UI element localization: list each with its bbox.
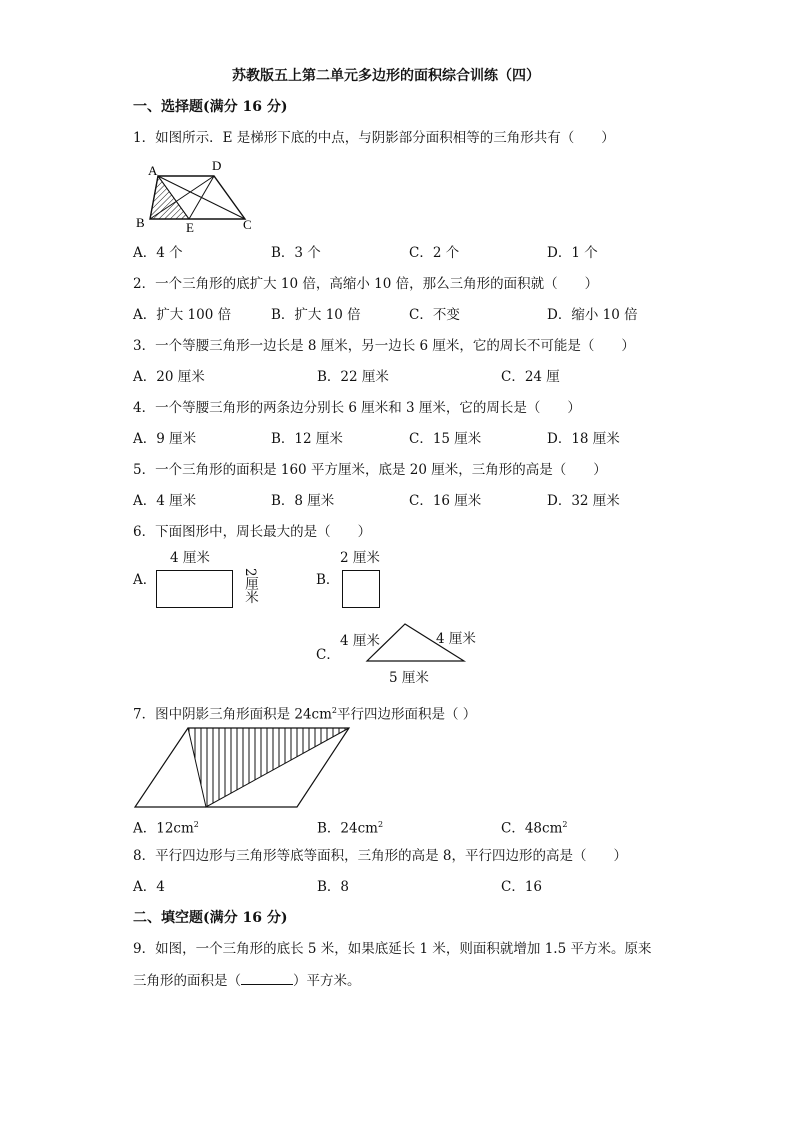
question-5-text: 5．一个三角形的面积是 160 平方厘米，底是 20 厘米，三角形的高是（ ） [133, 462, 607, 478]
question-3-text: 3．一个等腰三角形一边长是 8 厘米，另一边长 6 厘米，它的周长不可能是（ ） [133, 338, 635, 354]
shaded-triangle [188, 728, 349, 807]
q5-option-d[interactable]: D．32 厘米 [547, 493, 620, 509]
q8-option-c[interactable]: C．16 [501, 879, 543, 895]
question-6-text: 6．下面图形中，周长最大的是（ ） [133, 524, 372, 540]
q6-option-c-letter[interactable]: C． [316, 647, 340, 663]
q7-option-c[interactable]: C．$48cm^2$ [501, 820, 568, 837]
page-title: 苏教版五上第二单元多边形的面积综合训练（四） [232, 68, 540, 84]
q2-option-a[interactable]: A．扩大 100 倍 [133, 307, 232, 323]
q6-triangle-left-label: 4 厘米 [340, 633, 380, 649]
q2-option-d[interactable]: D．缩小 10 倍 [547, 307, 638, 323]
q6-square [342, 570, 380, 608]
q8-option-b[interactable]: B．8 [317, 879, 350, 895]
trapezoid-figure [132, 155, 262, 237]
q5-option-c[interactable]: C．16 厘米 [409, 493, 482, 509]
q6-square-top-label: 2 厘米 [340, 550, 380, 566]
question-8-text: 8．平行四边形与三角形等底等面积，三角形的高是 8，平行四边形的高是（ ） [133, 848, 627, 864]
q1-option-d[interactable]: D．1 个 [547, 245, 598, 261]
answer-blank[interactable] [241, 971, 293, 985]
q4-option-b[interactable]: B．12 厘米 [271, 431, 343, 447]
q6-option-b-letter[interactable]: B． [316, 572, 340, 588]
q7-option-a[interactable]: A．$12cm^2$ [133, 820, 199, 837]
q6-triangle-right-label: 4 厘米 [436, 631, 476, 647]
q6-rect-side-label: 2厘米 [242, 568, 258, 604]
q2-option-b[interactable]: B．扩大 10 倍 [271, 307, 361, 323]
section-heading: 一、选择题(满分 16 分) [133, 99, 288, 115]
q1-option-c[interactable]: C．2 个 [409, 245, 460, 261]
q5-option-b[interactable]: B．8 厘米 [271, 493, 335, 509]
question-9-line1: 9．如图，一个三角形的底长 5 米，如果底延长 1 米，则面积就增加 1.5 平方米。原来 [133, 941, 652, 957]
question-4-text: 4．一个等腰三角形的两条边分别长 6 厘米和 3 厘米，它的周长是（ ） [133, 400, 581, 416]
q1-option-b[interactable]: B．3 个 [271, 245, 321, 261]
q6-rect-top-label: 4 厘米 [170, 550, 210, 566]
q6-option-a-letter[interactable]: A． [133, 572, 157, 588]
q3-option-c[interactable]: C．24 厘 [501, 369, 560, 385]
vertex-label-d: D [212, 158, 222, 173]
q6-triangle-bottom-label: 5 厘米 [389, 670, 429, 686]
q3-option-a[interactable]: A．20 厘米 [133, 369, 205, 385]
q6-rectangle [156, 570, 233, 608]
question-2-text: 2．一个三角形的底扩大 10 倍，高缩小 10 倍，那么三角形的面积就（ ） [133, 276, 599, 292]
vertex-label-a: A [148, 163, 158, 178]
vertex-label-c: C [243, 217, 252, 232]
q4-option-c[interactable]: C．15 厘米 [409, 431, 482, 447]
vertex-label-e: E [186, 220, 194, 235]
q4-option-d[interactable]: D．18 厘米 [547, 431, 620, 447]
question-1-text: 1．如图所示．E 是梯形下底的中点，与阴影部分面积相等的三角形共有（ ） [133, 130, 615, 146]
question-9-line2: 三角形的面积是（ ）平方米。 [133, 973, 361, 989]
q3-option-b[interactable]: B．22 厘米 [317, 369, 389, 385]
question-7-text: 7．图中阴影三角形面积是 $24cm^2$平行四边形面积是（ ） [133, 706, 477, 723]
q2-option-c[interactable]: C．不变 [409, 307, 460, 323]
q4-option-a[interactable]: A．9 厘米 [133, 431, 197, 447]
q1-option-a[interactable]: A．4 个 [133, 245, 183, 261]
section-heading: 二、填空题(满分 16 分) [133, 910, 288, 926]
shaded-triangle [150, 176, 189, 219]
vertex-label-b: B [136, 215, 145, 230]
q5-option-a[interactable]: A．4 厘米 [133, 493, 197, 509]
parallelogram-figure [132, 724, 354, 810]
q8-option-a[interactable]: A．4 [133, 879, 165, 895]
q7-option-b[interactable]: B．$24cm^2$ [317, 820, 384, 837]
